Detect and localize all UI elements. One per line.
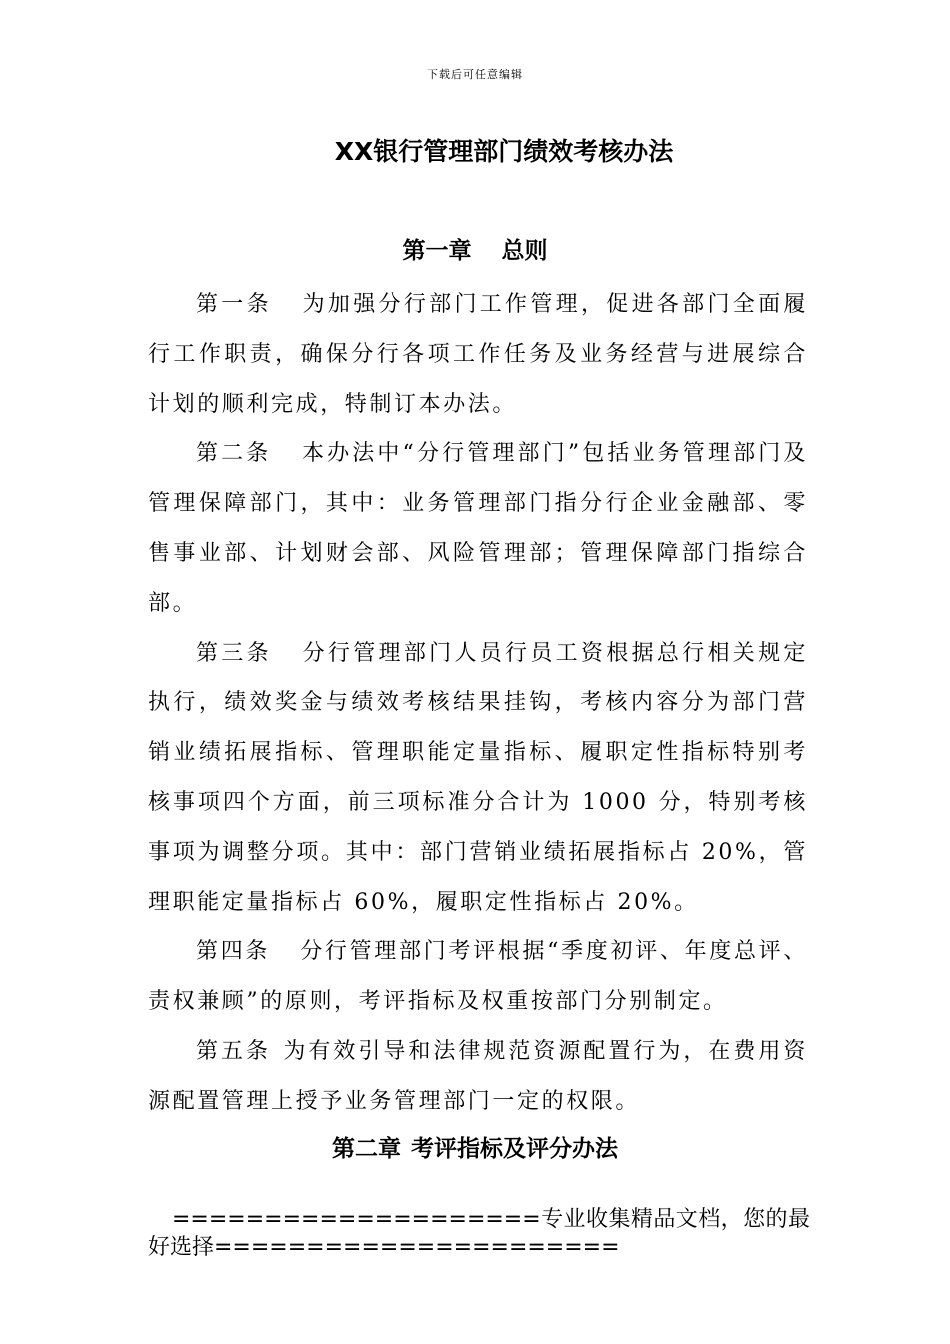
footer-note-text: ====================专业收集精品文档，您的最好选择====================== [148, 1207, 810, 1260]
chapter-2-name: 考评指标及评分办法 [411, 1136, 618, 1162]
article-5-text: 为有效引导和法律规范资源配置行为，在费用资源配置管理上授予业务管理部门一定的权限。 [148, 1038, 808, 1114]
article-3-label: 第三条 [196, 640, 272, 666]
chapter-1-heading [0, 232, 950, 265]
article-4-text: 分行管理部门考评根据“季度初评、年度总评、责权兼顾”的原则，考评指标及权重按部门分别制定。 [148, 939, 808, 1015]
article-3-text: 分行管理部门人员行员工资根据总行相关规定执行，绩效奖金与绩效考核结果挂钩，考核内容分为部门营销业绩拓展指标、管理职能定量指标、履职定性指标特别考核事项四个方面，前三项标准分合计为 1000 分，特别考核事项为调整分项。其中：部门营销业绩拓展指标占 20%，管理职能定量指标占 60%，履职定性指标占 20%。 [148, 640, 808, 915]
article-1-text: 为加强分行部门工作管理，促进各部门全面履行工作职责，确保分行各项工作任务及业务经营与进展综合计划的顺利完成，特制订本办法。 [148, 292, 808, 417]
chapter-1-name: 总则 [501, 238, 548, 264]
article-2 [148, 429, 808, 628]
article-1 [148, 280, 808, 429]
header-note: 下载后可任意编辑 [427, 68, 523, 81]
article-5-label: 第五条 [196, 1038, 271, 1064]
article-2-text: 本办法中“分行管理部门”包括业务管理部门及管理保障部门，其中：业务管理部门指分行企业金融部、零售事业部、计划财会部、风险管理部；管理保障部门指综合部。 [148, 441, 808, 616]
chapter-2-heading [0, 1130, 950, 1163]
article-3 [148, 629, 808, 928]
document-body [148, 280, 808, 1127]
article-4-label: 第四条 [196, 939, 271, 965]
article-2-label: 第二条 [196, 441, 272, 467]
article-4 [148, 927, 808, 1027]
footer-note [148, 1206, 810, 1262]
document-title: XX银行管理部门绩效考核办法 [334, 137, 674, 166]
article-5 [148, 1027, 808, 1127]
chapter-2-number: 第二章 [332, 1136, 401, 1162]
chapter-1-number: 第一章 [402, 238, 472, 264]
article-1-label: 第一条 [196, 292, 272, 317]
